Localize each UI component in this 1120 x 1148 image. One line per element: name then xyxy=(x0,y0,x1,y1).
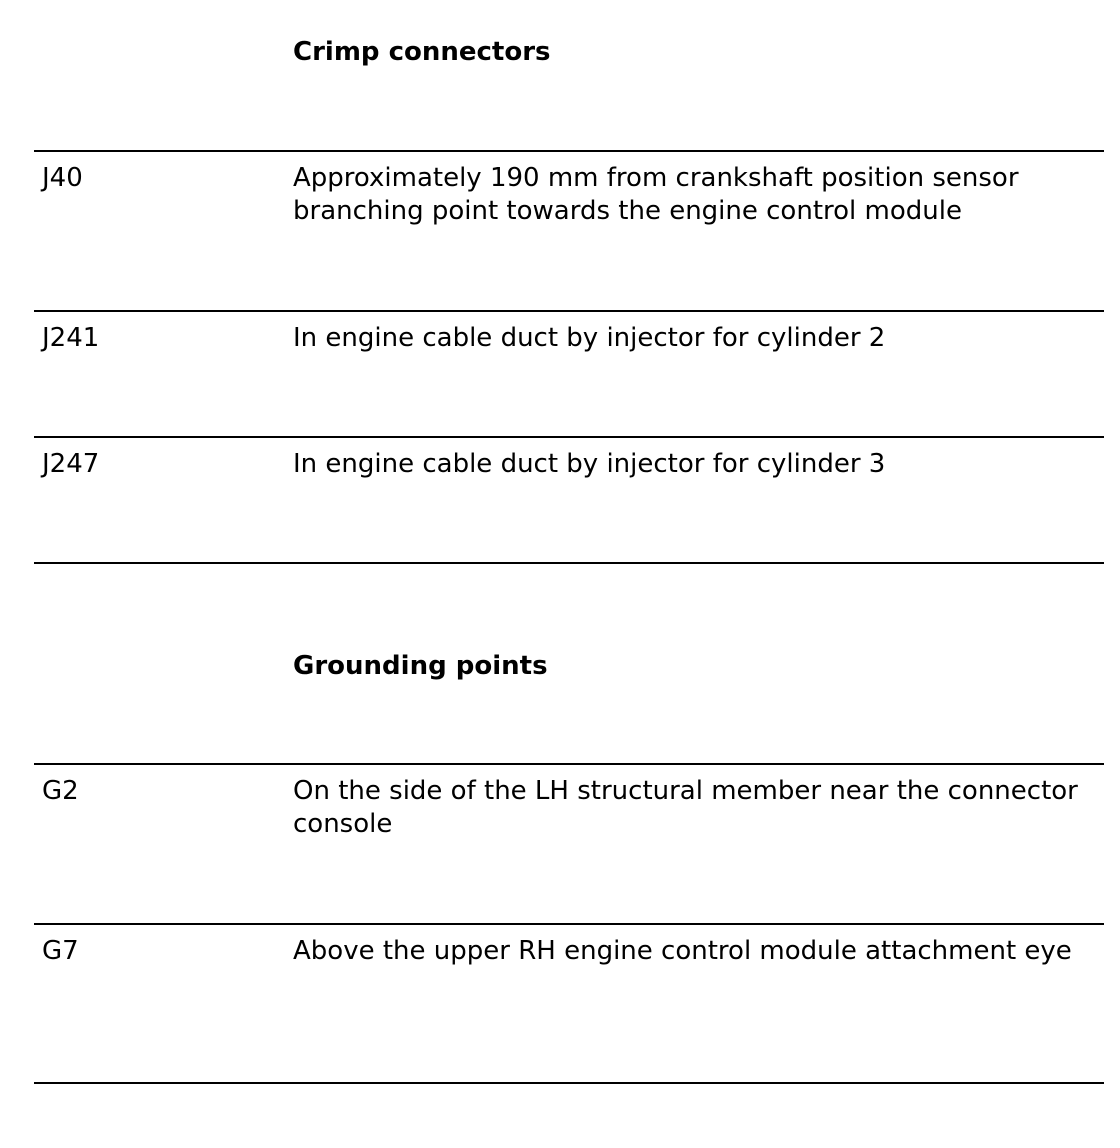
connector-code-j40: J40 xyxy=(42,163,83,193)
table-divider xyxy=(34,923,1104,925)
connector-location-j241: In engine cable duct by injector for cylinder 2 xyxy=(293,323,886,353)
table-divider xyxy=(34,436,1104,438)
section-heading-grounding-points: Grounding points xyxy=(293,651,548,681)
table-divider xyxy=(34,310,1104,312)
table-divider xyxy=(34,1082,1104,1084)
table-divider xyxy=(34,562,1104,564)
connector-code-j241: J241 xyxy=(42,323,100,353)
ground-location-g2: On the side of the LH structural member near the connector console xyxy=(293,776,1078,839)
section-heading-crimp-connectors: Crimp connectors xyxy=(293,37,551,67)
ground-code-g7: G7 xyxy=(42,936,79,966)
connector-code-j247: J247 xyxy=(42,449,100,479)
table-divider xyxy=(34,150,1104,152)
ground-code-g2: G2 xyxy=(42,776,79,806)
connector-location-j247: In engine cable duct by injector for cylinder 3 xyxy=(293,449,886,479)
table-divider xyxy=(34,763,1104,765)
connector-location-j40: Approximately 190 mm from crankshaft position sensor branching point towards the engine control module xyxy=(293,163,1019,226)
ground-location-g7: Above the upper RH engine control module attachment eye xyxy=(293,936,1072,966)
